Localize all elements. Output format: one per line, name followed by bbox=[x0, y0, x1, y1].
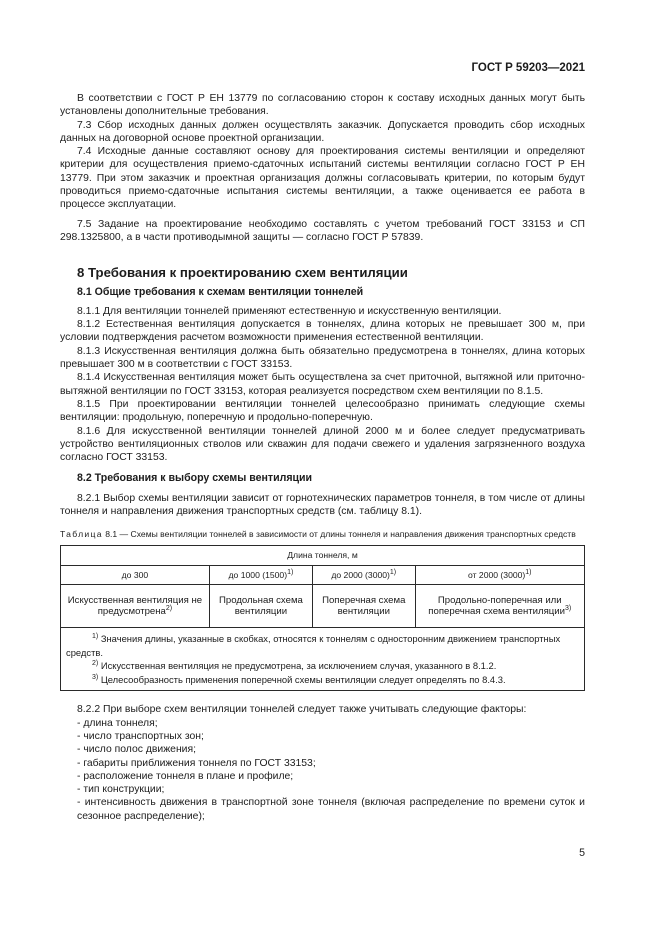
list-item: - габариты приближения тоннеля по ГОСТ 33153; bbox=[77, 757, 316, 769]
table-note: $^{1)}$ Значения длины, указанные в скобках, относятся к тоннелям с односторонним движением транспортных средств. bbox=[66, 633, 561, 658]
factors-list bbox=[60, 717, 585, 823]
table-column-header: от 2000 $(3000)^{1)}$ bbox=[415, 566, 584, 585]
table-caption-label: Таблица bbox=[60, 529, 103, 540]
paragraph-8-1-3: 8.1.3 Искусственная вентиляция должна быть обязательно предусмотрена в тоннелях, длина которых превышает 300 м в соответствии с ГОСТ 33153. bbox=[60, 345, 585, 371]
table-cell: Продольная схема вентиляции bbox=[209, 585, 312, 628]
paragraph-intro: В соответствии с ГОСТ Р ЕН 13779 по согласованию сторон к составу исходных данных могут быть установлены дополнительные требования. bbox=[60, 93, 585, 118]
table-caption-text: 8.1 — Схемы вентиляции тоннелей в зависимости от длины тоннеля и направления движения транспортных средств bbox=[105, 529, 576, 540]
paragraph-8-1-4: 8.1.4 Искусственная вентиляция может быть осуществлена за счет приточной, вытяжной или приточно-вытяжной вентиляции по ГОСТ 33153, которая реализуется посредством схем вентиляции по 8.1.5. bbox=[60, 372, 585, 397]
list-item: - интенсивность движения в транспортной зоне тоннеля (включая распределение по времени суток и сезонное распределение); bbox=[77, 797, 585, 822]
paragraph-7-5: 7.5 Задание на проектирование необходимо составлять с учетом требований ГОСТ 33153 и СП 298.1325800, а в части противодымной защиты — согласно ГОСТ Р 57839. bbox=[60, 218, 585, 243]
paragraph-8-2-1: 8.2.1 Выбор схемы вентиляции зависит от горнотехнических параметров тоннеля, в том числе от длины тоннеля и направления движения транспортных средств (см. таблицу 8.1). bbox=[60, 492, 585, 518]
list-item: - число полос движения; bbox=[77, 744, 196, 756]
table-column-header: до 300 bbox=[61, 566, 210, 585]
table-cell: Продольно-поперечная или поперечная схема вентиляции$^{3)}$ bbox=[415, 585, 584, 628]
table-column-header: до 1000 $(1500)^{1)}$ bbox=[209, 566, 312, 585]
table-note: $^{2)}$ Искусственная вентиляция не предусмотрена, за исключением случая, указанного в 8.1.2. bbox=[92, 660, 497, 672]
paragraph-8-1-6: 8.1.6 Для искусственной вентиляции тоннелей длиной 2000 м и более следует предусматривать устройство вентиляционных стволов или скважин для подачи свежего и удаления загрязненного воздуха согласно ГОСТ 33153. bbox=[60, 425, 585, 464]
table-note: $^{3)}$ Целесообразность применения поперечной схемы вентиляции следует определять по 8.4.3. bbox=[92, 673, 506, 685]
page-content bbox=[60, 92, 585, 823]
paragraph-8-1-1: 8.1.1 Для вентиляции тоннелей применяют естественную и искусственную вентиляции. bbox=[77, 305, 502, 317]
list-item: - тип конструкции; bbox=[77, 784, 165, 796]
paragraph-8-1-5: 8.1.5 При проектировании вентиляции тоннелей целесообразно принимать следующие схемы вентиляции: продольную, поперечную и продольно-поперечную. bbox=[60, 398, 585, 424]
table-cell: Искусственная вентиляция не предусмотрена$^{2)}$ bbox=[61, 585, 210, 628]
paragraph-8-1-2: 8.1.2 Естественная вентиляция допускается в тоннелях, длина которых не превышает 300 м, при условии подтверждения расчетом возможности применения естественной вентиляции. bbox=[60, 319, 585, 344]
table-column-header: до 2000 $(3000)^{1)}$ bbox=[312, 566, 415, 585]
ventilation-schemes-table bbox=[60, 545, 585, 691]
paragraph-7-3: 7.3 Сбор исходных данных должен осуществлять заказчик. Допускается проводить сбор исходных данных на договорной основе проектной организации. bbox=[60, 119, 585, 144]
table-cell: Поперечная схема вентиляции bbox=[312, 585, 415, 628]
list-item: - длина тоннеля; bbox=[77, 717, 158, 729]
table-header-length: Длина тоннеля, м bbox=[61, 546, 585, 566]
paragraph-7-4: 7.4 Исходные данные составляют основу для проектирования системы вентиляции и определяют критерии для осуществления приемо-сдаточных испытаний системы вентиляции согласно ГОСТ Р ЕН 13779. При этом заказчик и проектная организация должны согласовывать критерии, по которым будут проводиться приемо-сдаточные испытания системы вентиляции, а также оценивается ее работа в процессе эксплуатации. bbox=[60, 146, 585, 211]
paragraph-8-2-2: 8.2.2 При выборе схем вентиляции тоннелей следует также учитывать следующие факторы: bbox=[77, 704, 527, 716]
list-item: - число транспортных зон; bbox=[77, 730, 204, 742]
page-number: 5 bbox=[579, 847, 585, 859]
document-code: ГОСТ Р 59203—2021 bbox=[471, 62, 585, 74]
table-caption bbox=[60, 529, 585, 540]
section-8-heading: 8 Требования к проектированию схем вентиляции bbox=[77, 265, 408, 281]
section-8-2-heading: 8.2 Требования к выбору схемы вентиляции bbox=[77, 472, 313, 485]
table-notes bbox=[61, 628, 585, 691]
list-item: - расположение тоннеля в плане и профиле; bbox=[77, 770, 294, 782]
section-8-1-heading: 8.1 Общие требования к схемам вентиляции тоннелей bbox=[77, 285, 364, 298]
